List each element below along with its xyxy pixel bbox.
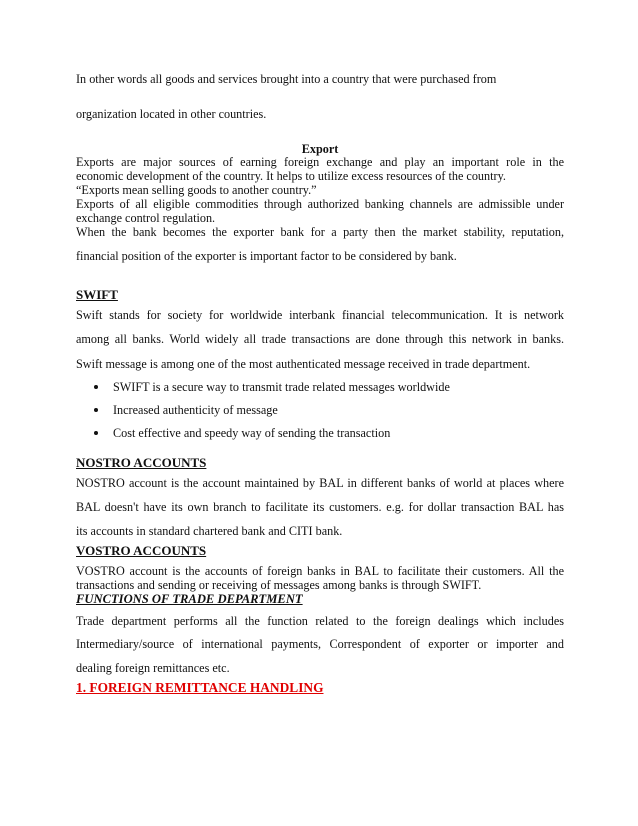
swift-line-3: Swift message is among one of the most authenticated message received in trade department. [76, 357, 531, 371]
nostro-line-2: BAL doesn't have its own branch to facilitate its customers. e.g. for dollar transaction BAL has [76, 500, 564, 514]
nostro-heading: NOSTRO ACCOUNTS [76, 455, 207, 470]
export-line-5: exchange control regulation. [76, 211, 216, 225]
remittance-heading: 1. FOREIGN REMITTANCE HANDLING [76, 680, 324, 695]
intro-line-1: In other words all goods and services brought into a country that were purchased from [76, 72, 497, 86]
vostro-heading: VOSTRO ACCOUNTS [76, 543, 207, 558]
swift-bullet-1: SWIFT is a secure way to transmit trade related messages worldwide [94, 380, 450, 394]
nostro-line-1: NOSTRO account is the account maintained by BAL in different banks of world at places where [76, 476, 564, 490]
functions-heading: FUNCTIONS OF TRADE DEPARTMENT [76, 592, 303, 606]
swift-heading: SWIFT [76, 287, 118, 302]
swift-line-1: Swift stands for society for worldwide interbank financial telecommunication. It is network [76, 308, 564, 322]
export-line-3: “Exports mean selling goods to another country.” [76, 183, 317, 197]
functions-line-3: dealing foreign remittances etc. [76, 661, 230, 675]
intro-line-2: organization located in other countries. [76, 107, 267, 121]
swift-bullet-3: Cost effective and speedy way of sending the transaction [94, 426, 390, 440]
export-heading: Export [301, 142, 339, 156]
bullet-icon [94, 431, 98, 435]
vostro-line-2: transactions and sending or receiving of messages among banks is through SWIFT. [76, 578, 482, 592]
functions-line-1: Trade department performs all the function related to the foreign dealings which includes [76, 614, 564, 628]
export-line-4: Exports of all eligible commodities through authorized banking channels are admissible under [76, 197, 564, 211]
bullet-icon [94, 385, 98, 389]
swift-bullet-2: Increased authenticity of message [94, 403, 278, 417]
bullet-icon [94, 408, 98, 412]
export-line-2: economic development of the country. It helps to utilize excess resources of the country. [76, 169, 506, 183]
export-line-1: Exports are major sources of earning foreign exchange and play an important role in the [76, 155, 564, 169]
export-line-6: When the bank becomes the exporter bank for a party then the market stability, reputation, [76, 225, 564, 239]
functions-line-2: Intermediary/source of international payments, Correspondent of exporter or importer and [76, 637, 564, 651]
export-line-7: financial position of the exporter is important factor to be considered by bank. [76, 249, 457, 263]
swift-line-2: among all banks. World widely all trade transactions are done through this network in banks. [76, 332, 564, 346]
nostro-line-3: its accounts in standard chartered bank and CITI bank. [76, 524, 343, 538]
vostro-line-1: VOSTRO account is the accounts of foreign banks in BAL to facilitate their customers. All the [76, 564, 564, 578]
